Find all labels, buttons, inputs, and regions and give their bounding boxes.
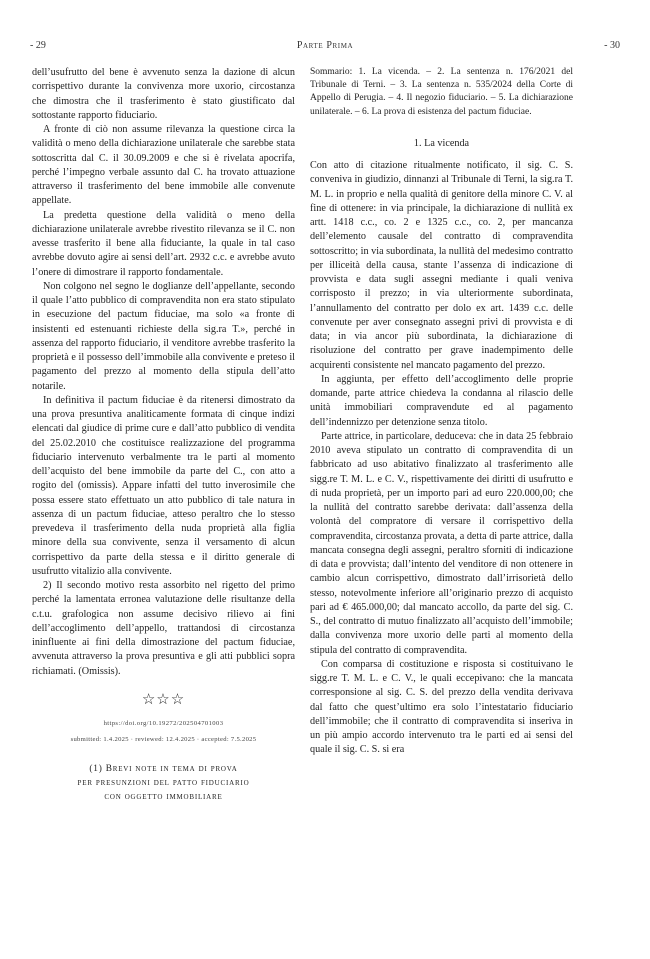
section-heading: 1. La vicenda (413, 137, 470, 149)
paragraph: In definitiva il pactum fiduciae è da ritenersi dimostrato da una prova presuntiva analiticamente formata di cinque indizi elencati dal giudice di prime cure e dall’atto pubblico di vendita del 25.02.2010 che costituisce realizzazione del programma fiduciario intervenuto verbalmente tra le parti al momento dell’acquisto del bene immobile da parte del C., con atto a rogito del (omissis). Appare infatti del tutto inverosimile che possa essere stato effettuato un atto pubblico di tale natura in assenza di un pactum fiduciae, atteso peraltro che lo stesso prevedeva il trasferimento della nuda proprietà alla figlia minore della sua convivente, senza il versamento di alcun corrispettivo da parte della stessa e il diritto generale di usufrutto vitalizio alla convivente. (32, 394, 295, 577)
paragraph: Con atto di citazione ritualmente notificato, il sig. C. S. conveniva in giudizio, dinnanzi al Tribunale di Terni, la sig.ra T. M. L. in proprio e nella qualità di genitore della minore C. V. al fine di ottenere: in via principale, la dichiarazione di nullità ex artt. 1418 c.c., co. 2 e 1325 c.c., co. 2, per mancanza dell’elemento causale del contratto di compravendita sottoscritto; in via subordinata, la nullità del medesimo contratto per illiceità della causa, stante l’assenza di indicazione di provvista e data sugli assegni mediante i quali veniva corrisposto il prezzo; in via ulteriormente subordinata, l’annullamento del contratto per dolo ex art. 1439 c.c. delle convenute per aver consegnato assegni privi di provvista e di data; in via ancor più subordinata, la dichiarazione di risoluzione del contratto per grave inadempimento delle acquirenti consistente nel mancato pagamento del prezzo. (310, 160, 573, 371)
paragraph: In aggiunta, per effetto dell’accoglimento delle proprie domande, parte attrice chiedeva la condanna al rilascio delle unità immobiliari compravendute ed al pagamento dell’indennizzo per detenzione senza titolo. (310, 373, 573, 428)
paragraph: dell’usufrutto del bene è avvenuto senza la dazione di alcun corrispettivo durante la convivenza more uxorio, circostanza che dimostra che il trasferimento è stato giustificato dal sottostante rapporto fiduciario. (32, 67, 295, 121)
paragraph: Parte attrice, in particolare, deduceva: che in data 25 febbraio 2010 aveva stipulato un contratto di compravendita di un fabbricato ad uso abitativo finalizzato al trasferimento alle sigg.re T. M. L. e C. V., rispettivamente dei diritti di usufrutto e di nuda proprietà, per un importo pari ad euro 220.000,00; che la nullità del contratto sarebbe derivata: dall’assenza della volontà del compratore di versare il corrispettivo della compravendita, circostanza provata, a detta di parte attrice, dalla mancata consegna degli assegni, peraltro sforniti di indicazione di data e provvista; dall’intento del venditore di non ottenere in cambio alcun corrispettivo, dimostrato dall’irrisorietà dello stesso, notevolmente inferiore all’originario prezzo di acquisto pari ad € 465.000,00; dal mancato accollo, da parte del sig. C. S., del contratto di mutuo finalizzato all’acquisto dell’immobile; dalla convivenza more uxorio delle parti al momento della stipula del contratto di compravendita. (310, 430, 573, 656)
submission-dates: submitted: 1.4.2025 · reviewed: 12.4.2025 · accepted: 7.5.2025 (70, 736, 257, 744)
paragraph: Con comparsa di costituzione e risposta si costituivano le sigg.re T. M. L. e C. V., le quali eccepivano: che la mancata corresponsione al sig. C. S. del prezzo della vendita derivava dal fatto che quest’ultimo era solo l’intestatario fiduciario dell’immobile; che il contratto di compravendita si inseriva in un più ampio accordo intervenuto tra le parti ed ai sensi del quale il sig. C. S. si era (310, 658, 573, 756)
page-number-left: - 29 (30, 40, 46, 51)
summary: Sommario: 1. La vicenda. – 2. La sentenza n. 176/2021 del Tribunale di Terni. – 3. La sentenza n. 535/2024 della Corte di Appello di Perugia. – 4. Il negozio fiduciario. – 5. La dichiarazione unilaterale. – 6. La prova di esistenza del pactum fiduciae. (310, 67, 573, 117)
page-number-right: - 30 (604, 40, 620, 51)
paragraph: Non colgono nel segno le doglianze dell’appellante, secondo il quale l’atto pubblico di compravendita non era stato stipulato in esecuzione del pactum fiduciae, ma solo «a fronte di insistenti ed estenuanti richieste della sig.ra T.», perché in assenza del rapporto fiduciario, il venditore avrebbe trasferito la proprietà e il possesso dell’immobile alla convivente e preteso il pagamento del prezzo al momento della stipula dell’atto notarile. (32, 280, 295, 392)
note-title (32, 762, 295, 804)
running-header (0, 40, 650, 54)
left-column (32, 66, 295, 804)
running-title: Parte Prima (296, 40, 354, 51)
paragraph: La predetta questione della validità o meno della dichiarazione unilaterale avrebbe rivestito rilevanza se il C. non avesse trasferito il bene alla fiduciante, la quale in tal caso avrebbe dovuto agire ai sensi dell’art. 2932 c.c. e avrebbe avuto l’onere di dimostrare il rapporto fondamentale. (32, 209, 295, 278)
paragraph: 2) Il secondo motivo resta assorbito nel rigetto del primo perché la lamentata erronea valutazione delle risultanze della c.t.u. grafologica non assume decisivo rilievo ai fini dell’accoglimento dell’appello, trattandosi di circostanza ininfluente ai fini della dimostrazione del pactum fiduciae, avvenuta attraverso la prova presuntiva e gli atti pubblici sopra richiamati. (Omissis). (32, 580, 295, 677)
note-title-line: (1) Brevi note in tema di prova (89, 763, 238, 774)
section-separator-stars: ☆☆☆ (141, 691, 186, 708)
note-title-line: per presunzioni del patto fiduciario (77, 777, 250, 788)
right-column (310, 66, 573, 758)
note-title-line: con oggetto immobiliare (104, 791, 223, 802)
doi-link[interactable]: https://doi.org/10.19272/202504701003 (103, 720, 224, 727)
paragraph: A fronte di ciò non assume rilevanza la questione circa la validità o meno della dichiarazione unilaterale che sarebbe stata sottoscritta dal C. il 30.09.2009 e che si è rivelata apocrifa, perché l’impegno verbale assunto dal C. ha trovato attuazione attraverso il trasferimento del bene immobile alle convenute appellate. (32, 124, 295, 207)
